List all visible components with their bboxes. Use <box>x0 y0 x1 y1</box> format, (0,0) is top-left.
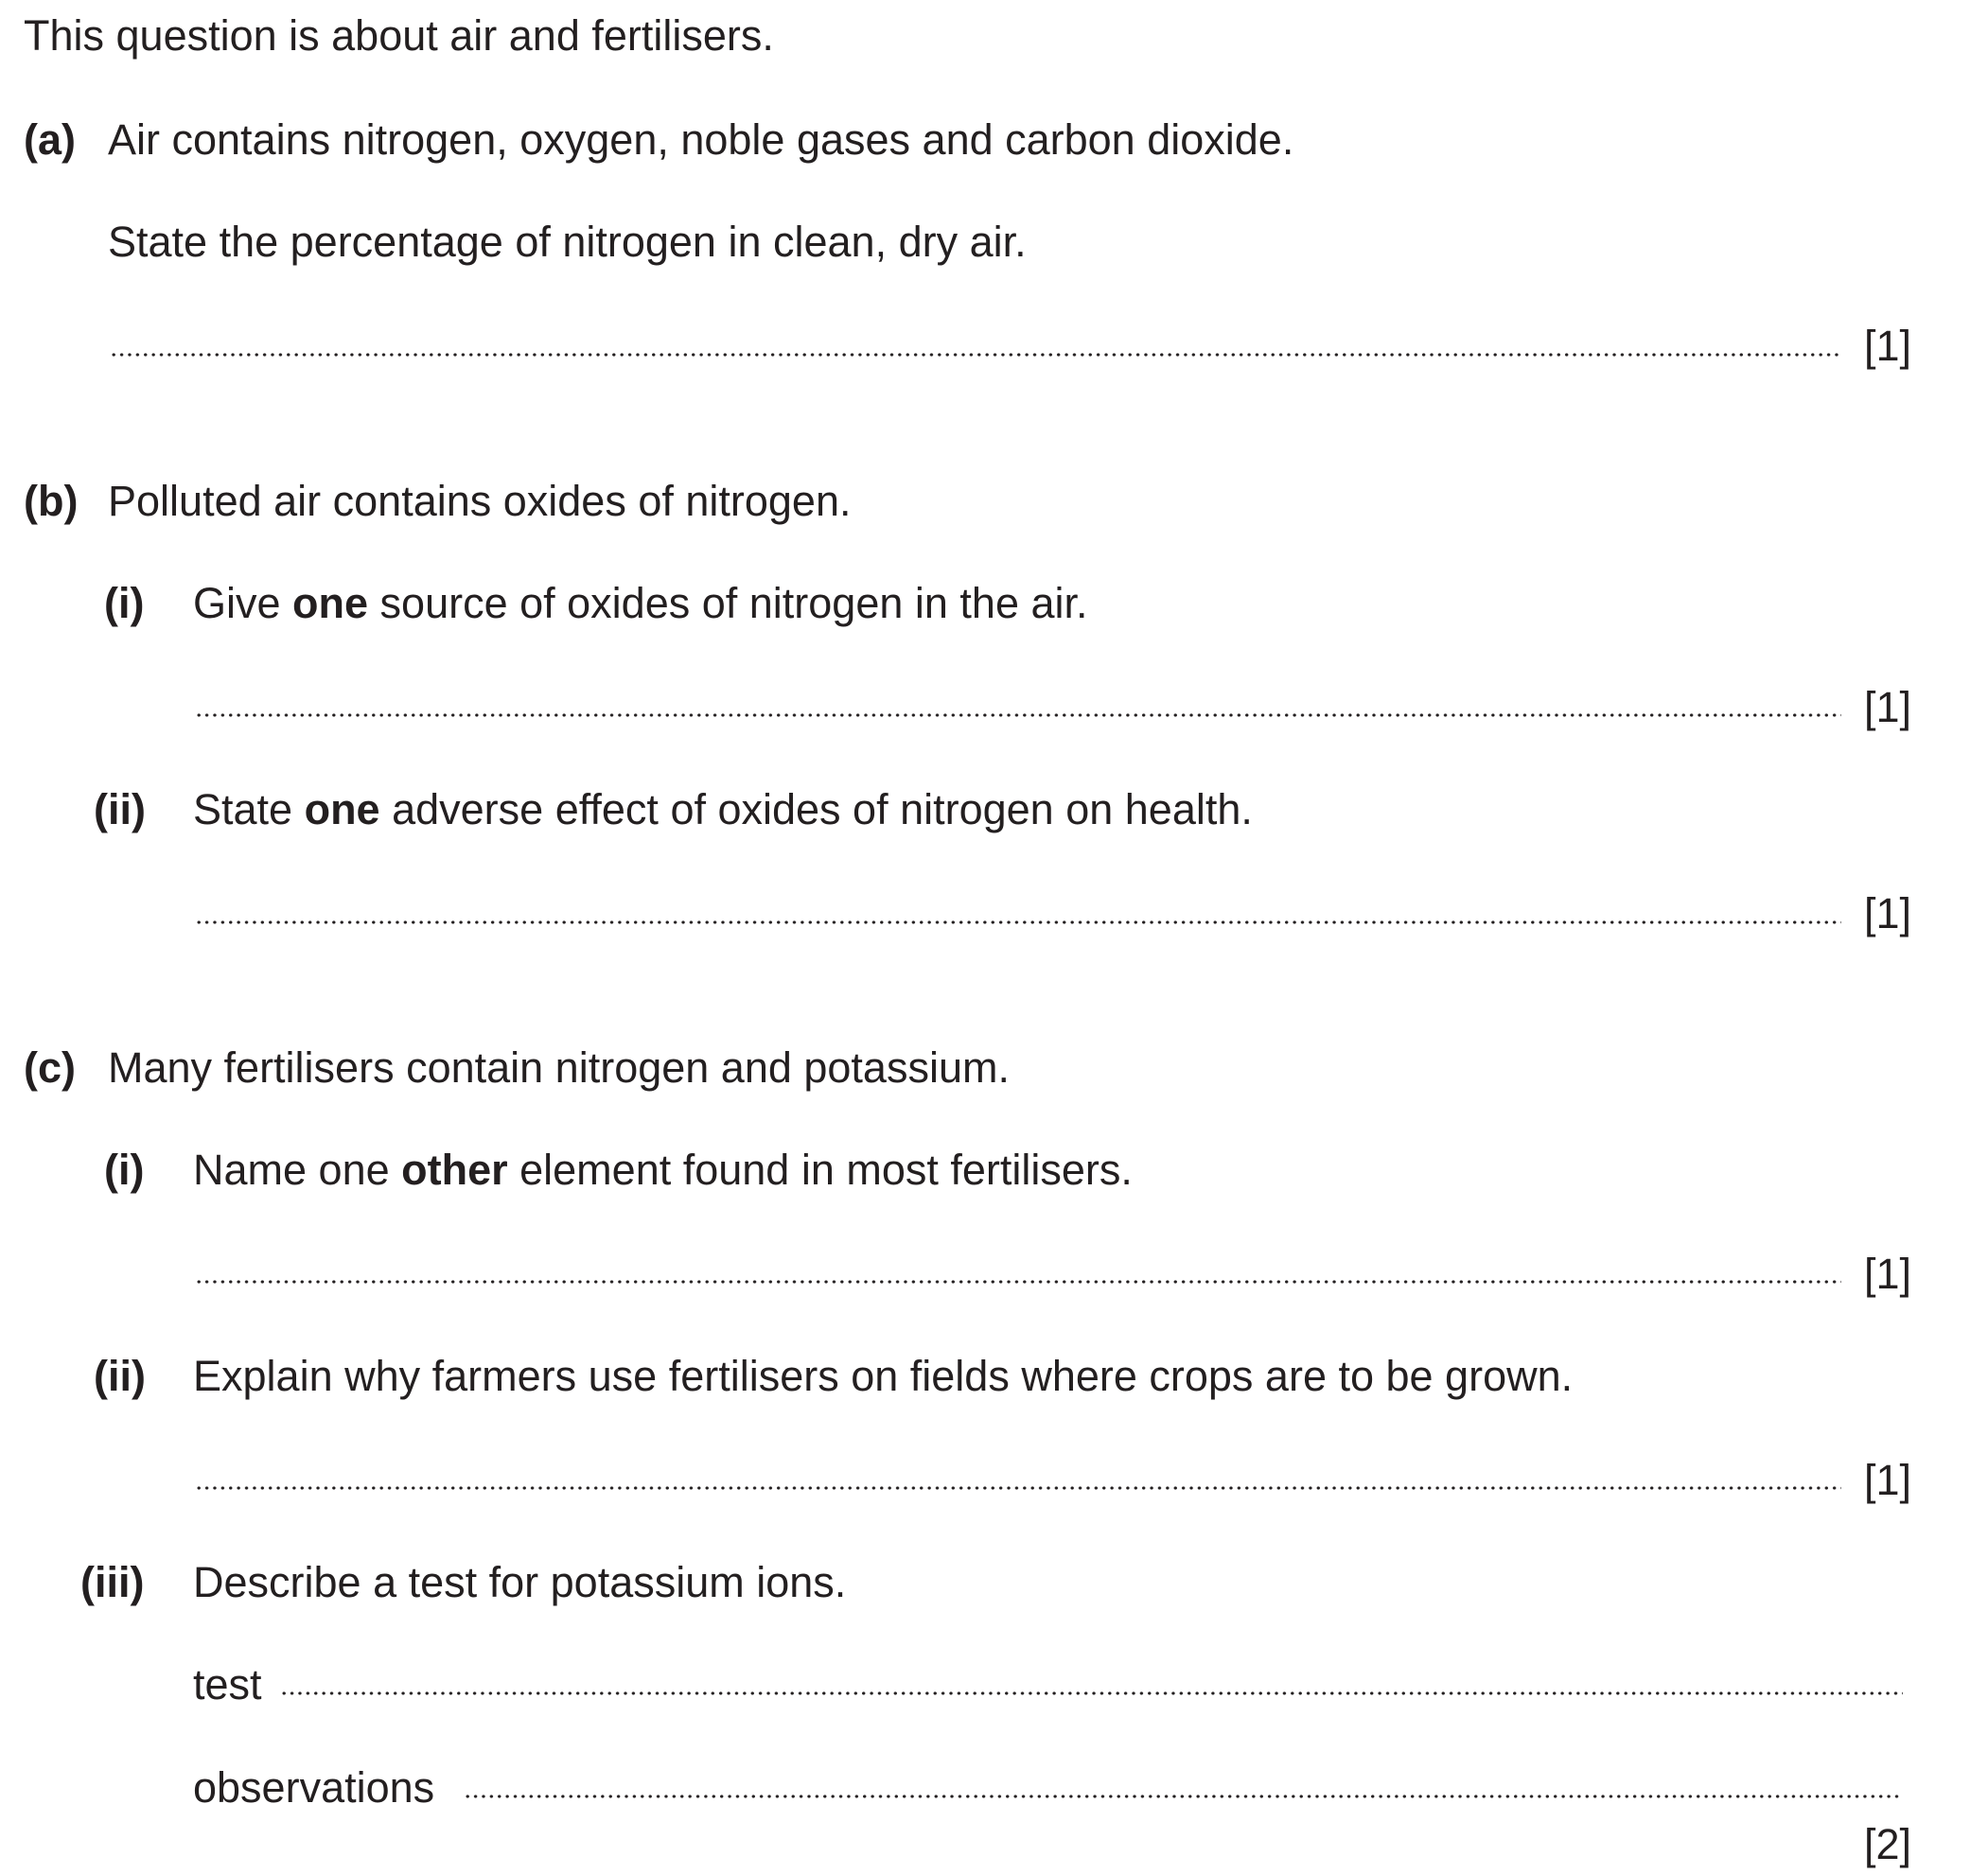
observations-label: observations <box>193 1763 435 1812</box>
part-c-i-question: Name one other element found in most fertilisers. <box>193 1146 1133 1194</box>
part-c-iii-question: Describe a test for potassium ions. <box>193 1558 847 1606</box>
part-c-ii-marks: [1] <box>1863 1456 1911 1504</box>
part-c-ii-question: Explain why farmers use fertilisers on fields where crops are to be grown. <box>193 1352 1574 1400</box>
part-c-stem: Many fertilisers contain nitrogen and potassium. <box>108 1043 1010 1092</box>
question-intro: This question is about air and fertilisers. <box>24 11 774 60</box>
part-c-i-marks: [1] <box>1863 1250 1911 1298</box>
part-b-ii-answer-line[interactable] <box>195 919 1841 925</box>
part-a-answer-line[interactable] <box>110 352 1841 358</box>
part-b-ii-question: State one adverse effect of oxides of nitrogen on health. <box>193 785 1253 833</box>
part-b-i-label: (i) <box>104 579 145 627</box>
part-c-iii-label: (iii) <box>80 1558 145 1606</box>
part-b-i-question: Give one source of oxides of nitrogen in the air. <box>193 579 1088 627</box>
part-c-i-answer-line[interactable] <box>195 1279 1841 1285</box>
part-b-i-answer-line[interactable] <box>195 712 1841 718</box>
part-b-i-marks: [1] <box>1863 683 1911 731</box>
test-answer-line[interactable] <box>280 1690 1903 1696</box>
part-a-marks: [1] <box>1863 322 1911 370</box>
part-b-stem: Polluted air contains oxides of nitrogen. <box>108 477 852 525</box>
part-b-ii-marks: [1] <box>1863 889 1911 937</box>
part-a-label: (a) <box>24 115 76 164</box>
part-c-ii-label: (ii) <box>94 1352 146 1400</box>
part-c-ii-answer-line[interactable] <box>195 1485 1841 1491</box>
part-a-question: State the percentage of nitrogen in clean, dry air. <box>108 218 1027 266</box>
test-label: test <box>193 1660 262 1708</box>
part-c-iii-marks: [2] <box>1863 1820 1911 1868</box>
part-b-label: (b) <box>24 477 79 525</box>
observations-answer-line[interactable] <box>464 1794 1903 1799</box>
part-c-i-label: (i) <box>104 1146 145 1194</box>
part-c-label: (c) <box>24 1043 76 1092</box>
part-a-stem: Air contains nitrogen, oxygen, noble gases and carbon dioxide. <box>108 115 1294 164</box>
part-b-ii-label: (ii) <box>94 785 146 833</box>
